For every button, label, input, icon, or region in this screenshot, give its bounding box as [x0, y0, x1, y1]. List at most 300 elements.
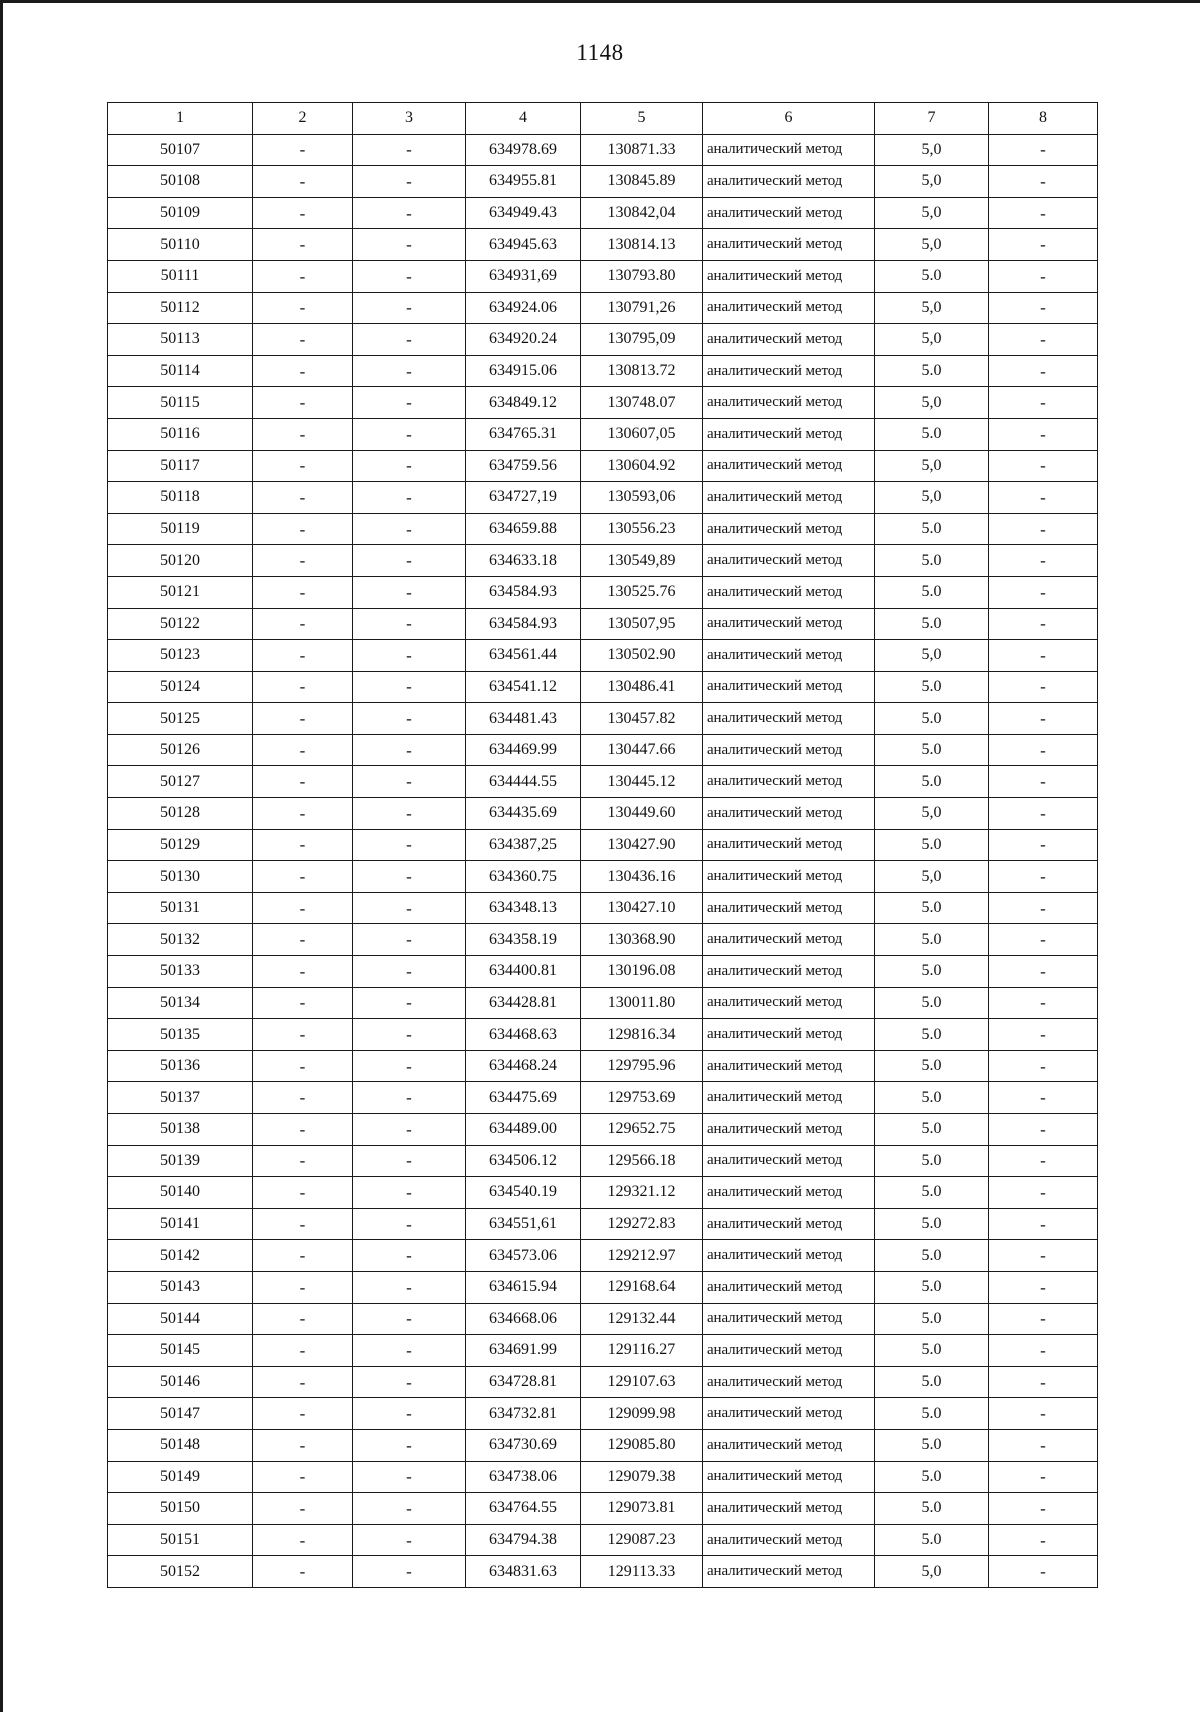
col8-cell: - — [989, 1019, 1098, 1051]
accuracy-cell: 5.0 — [875, 260, 989, 292]
table-row — [108, 418, 1098, 450]
method-cell: аналитический метод — [703, 1050, 875, 1082]
y-coordinate-cell: 130436.16 — [581, 861, 703, 893]
method-cell: аналитический метод — [703, 640, 875, 672]
method-cell: аналитический метод — [703, 734, 875, 766]
accuracy-cell: 5.0 — [875, 1208, 989, 1240]
y-coordinate-cell: 129087.23 — [581, 1524, 703, 1556]
method-cell: аналитический метод — [703, 608, 875, 640]
col2-cell: - — [253, 892, 353, 924]
point-number-cell: 50122 — [108, 608, 253, 640]
table-row — [108, 134, 1098, 166]
y-coordinate-cell: 129168.64 — [581, 1271, 703, 1303]
col3-cell: - — [353, 892, 466, 924]
accuracy-cell: 5.0 — [875, 355, 989, 387]
x-coordinate-cell: 634920.24 — [466, 324, 581, 356]
method-cell: аналитический метод — [703, 956, 875, 988]
col3-cell: - — [353, 1461, 466, 1493]
col3-cell: - — [353, 1019, 466, 1051]
col8-cell: - — [989, 671, 1098, 703]
col3-cell: - — [353, 987, 466, 1019]
table-row — [108, 608, 1098, 640]
method-cell: аналитический метод — [703, 1461, 875, 1493]
point-number-cell: 50135 — [108, 1019, 253, 1051]
col8-cell: - — [989, 1114, 1098, 1146]
method-cell: аналитический метод — [703, 292, 875, 324]
accuracy-cell: 5,0 — [875, 387, 989, 419]
accuracy-cell: 5.0 — [875, 545, 989, 577]
col3-cell: - — [353, 1493, 466, 1525]
point-number-cell: 50109 — [108, 197, 253, 229]
accuracy-cell: 5,0 — [875, 640, 989, 672]
point-number-cell: 50129 — [108, 829, 253, 861]
col2-cell: - — [253, 418, 353, 450]
point-number-cell: 50139 — [108, 1145, 253, 1177]
method-cell: аналитический метод — [703, 324, 875, 356]
table-row — [108, 861, 1098, 893]
x-coordinate-cell: 634400.81 — [466, 956, 581, 988]
col3-cell: - — [353, 387, 466, 419]
x-coordinate-cell: 634730.69 — [466, 1429, 581, 1461]
col8-cell: - — [989, 1271, 1098, 1303]
col2-cell: - — [253, 1429, 353, 1461]
col3-cell: - — [353, 671, 466, 703]
x-coordinate-cell: 634728.81 — [466, 1366, 581, 1398]
col8-cell: - — [989, 355, 1098, 387]
x-coordinate-cell: 634945.63 — [466, 229, 581, 261]
col8-cell: - — [989, 798, 1098, 830]
col8-cell: - — [989, 418, 1098, 450]
col2-cell: - — [253, 861, 353, 893]
y-coordinate-cell: 130607,05 — [581, 418, 703, 450]
accuracy-cell: 5,0 — [875, 229, 989, 261]
y-coordinate-cell: 129321.12 — [581, 1177, 703, 1209]
table-row — [108, 766, 1098, 798]
table-row — [108, 703, 1098, 735]
x-coordinate-cell: 634468.24 — [466, 1050, 581, 1082]
method-cell: аналитический метод — [703, 924, 875, 956]
x-coordinate-cell: 634849.12 — [466, 387, 581, 419]
col2-cell: - — [253, 1461, 353, 1493]
col3-cell: - — [353, 134, 466, 166]
accuracy-cell: 5.0 — [875, 924, 989, 956]
method-cell: аналитический метод — [703, 703, 875, 735]
col2-cell: - — [253, 292, 353, 324]
accuracy-cell: 5.0 — [875, 1398, 989, 1430]
table-row — [108, 1303, 1098, 1335]
col2-cell: - — [253, 1019, 353, 1051]
accuracy-cell: 5.0 — [875, 1461, 989, 1493]
x-coordinate-cell: 634738.06 — [466, 1461, 581, 1493]
point-number-cell: 50110 — [108, 229, 253, 261]
point-number-cell: 50118 — [108, 482, 253, 514]
table-row — [108, 1019, 1098, 1051]
x-coordinate-cell: 634551,61 — [466, 1208, 581, 1240]
y-coordinate-cell: 130604.92 — [581, 450, 703, 482]
accuracy-cell: 5.0 — [875, 1050, 989, 1082]
accuracy-cell: 5.0 — [875, 956, 989, 988]
accuracy-cell: 5.0 — [875, 576, 989, 608]
y-coordinate-cell: 130842,04 — [581, 197, 703, 229]
table-row — [108, 1493, 1098, 1525]
method-cell: аналитический метод — [703, 892, 875, 924]
y-coordinate-cell: 130795,09 — [581, 324, 703, 356]
x-coordinate-cell: 634978.69 — [466, 134, 581, 166]
col8-cell: - — [989, 1208, 1098, 1240]
table-row — [108, 798, 1098, 830]
y-coordinate-cell: 130791,26 — [581, 292, 703, 324]
x-coordinate-cell: 634506.12 — [466, 1145, 581, 1177]
page-top-border — [0, 0, 1200, 3]
method-cell: аналитический метод — [703, 513, 875, 545]
col2-cell: - — [253, 260, 353, 292]
accuracy-cell: 5.0 — [875, 1366, 989, 1398]
table-row — [108, 355, 1098, 387]
page-left-border — [0, 0, 3, 1712]
table-row — [108, 1429, 1098, 1461]
y-coordinate-cell: 130814.13 — [581, 229, 703, 261]
col8-cell: - — [989, 229, 1098, 261]
accuracy-cell: 5.0 — [875, 1114, 989, 1146]
accuracy-cell: 5.0 — [875, 734, 989, 766]
point-number-cell: 50146 — [108, 1366, 253, 1398]
col3-cell: - — [353, 1114, 466, 1146]
table-row — [108, 1145, 1098, 1177]
col3-cell: - — [353, 166, 466, 198]
x-coordinate-cell: 634435.69 — [466, 798, 581, 830]
x-coordinate-cell: 634764.55 — [466, 1493, 581, 1525]
col8-cell: - — [989, 1398, 1098, 1430]
table-row — [108, 829, 1098, 861]
accuracy-cell: 5.0 — [875, 1145, 989, 1177]
method-cell: аналитический метод — [703, 1366, 875, 1398]
point-number-cell: 50107 — [108, 134, 253, 166]
table-row — [108, 1366, 1098, 1398]
table-row — [108, 1114, 1098, 1146]
col2-cell: - — [253, 1556, 353, 1588]
accuracy-cell: 5.0 — [875, 1524, 989, 1556]
col3-cell: - — [353, 703, 466, 735]
x-coordinate-cell: 634540.19 — [466, 1177, 581, 1209]
col2-cell: - — [253, 1082, 353, 1114]
x-coordinate-cell: 634475.69 — [466, 1082, 581, 1114]
col2-cell: - — [253, 1240, 353, 1272]
accuracy-cell: 5.0 — [875, 418, 989, 450]
point-number-cell: 50132 — [108, 924, 253, 956]
col2-cell: - — [253, 513, 353, 545]
col2-cell: - — [253, 798, 353, 830]
x-coordinate-cell: 634541.12 — [466, 671, 581, 703]
point-number-cell: 50112 — [108, 292, 253, 324]
y-coordinate-cell: 130793.80 — [581, 260, 703, 292]
x-coordinate-cell: 634481.43 — [466, 703, 581, 735]
col3-cell: - — [353, 956, 466, 988]
col8-cell: - — [989, 1240, 1098, 1272]
col2-cell: - — [253, 1398, 353, 1430]
coordinates-table — [107, 102, 1098, 1588]
table-row — [108, 1335, 1098, 1367]
accuracy-cell: 5,0 — [875, 324, 989, 356]
y-coordinate-cell: 129073.81 — [581, 1493, 703, 1525]
col2-cell: - — [253, 1050, 353, 1082]
col3-cell: - — [353, 1082, 466, 1114]
method-cell: аналитический метод — [703, 450, 875, 482]
y-coordinate-cell: 129272.83 — [581, 1208, 703, 1240]
y-coordinate-cell: 129753.69 — [581, 1082, 703, 1114]
point-number-cell: 50147 — [108, 1398, 253, 1430]
col2-cell: - — [253, 1145, 353, 1177]
accuracy-cell: 5.0 — [875, 1240, 989, 1272]
method-cell: аналитический метод — [703, 1177, 875, 1209]
point-number-cell: 50140 — [108, 1177, 253, 1209]
accuracy-cell: 5,0 — [875, 482, 989, 514]
table-row — [108, 1271, 1098, 1303]
col3-cell: - — [353, 1271, 466, 1303]
col2-cell: - — [253, 1335, 353, 1367]
table-row — [108, 956, 1098, 988]
y-coordinate-cell: 130556.23 — [581, 513, 703, 545]
method-cell: аналитический метод — [703, 197, 875, 229]
col3-cell: - — [353, 1240, 466, 1272]
method-cell: аналитический метод — [703, 545, 875, 577]
col2-cell: - — [253, 166, 353, 198]
point-number-cell: 50127 — [108, 766, 253, 798]
point-number-cell: 50116 — [108, 418, 253, 450]
accuracy-cell: 5.0 — [875, 1082, 989, 1114]
point-number-cell: 50125 — [108, 703, 253, 735]
column-header: 4 — [466, 103, 581, 135]
table-row — [108, 545, 1098, 577]
column-header: 7 — [875, 103, 989, 135]
table-row — [108, 1240, 1098, 1272]
col3-cell: - — [353, 829, 466, 861]
col3-cell: - — [353, 798, 466, 830]
x-coordinate-cell: 634765.31 — [466, 418, 581, 450]
col8-cell: - — [989, 1145, 1098, 1177]
y-coordinate-cell: 130011.80 — [581, 987, 703, 1019]
col2-cell: - — [253, 1303, 353, 1335]
y-coordinate-cell: 130427.10 — [581, 892, 703, 924]
column-header: 2 — [253, 103, 353, 135]
point-number-cell: 50111 — [108, 260, 253, 292]
col2-cell: - — [253, 987, 353, 1019]
column-header: 5 — [581, 103, 703, 135]
col3-cell: - — [353, 1398, 466, 1430]
y-coordinate-cell: 130845.89 — [581, 166, 703, 198]
col8-cell: - — [989, 292, 1098, 324]
table-row — [108, 1461, 1098, 1493]
col8-cell: - — [989, 956, 1098, 988]
col3-cell: - — [353, 545, 466, 577]
col8-cell: - — [989, 545, 1098, 577]
method-cell: аналитический метод — [703, 1082, 875, 1114]
y-coordinate-cell: 130593,06 — [581, 482, 703, 514]
point-number-cell: 50128 — [108, 798, 253, 830]
col2-cell: - — [253, 229, 353, 261]
table-row — [108, 450, 1098, 482]
col8-cell: - — [989, 197, 1098, 229]
col3-cell: - — [353, 324, 466, 356]
col3-cell: - — [353, 482, 466, 514]
col8-cell: - — [989, 987, 1098, 1019]
y-coordinate-cell: 129795.96 — [581, 1050, 703, 1082]
point-number-cell: 50124 — [108, 671, 253, 703]
accuracy-cell: 5,0 — [875, 197, 989, 229]
point-number-cell: 50108 — [108, 166, 253, 198]
table-row — [108, 482, 1098, 514]
y-coordinate-cell: 130447.66 — [581, 734, 703, 766]
method-cell: аналитический метод — [703, 1145, 875, 1177]
col8-cell: - — [989, 924, 1098, 956]
col8-cell: - — [989, 1082, 1098, 1114]
col2-cell: - — [253, 197, 353, 229]
x-coordinate-cell: 634358.19 — [466, 924, 581, 956]
col8-cell: - — [989, 1556, 1098, 1588]
col3-cell: - — [353, 1145, 466, 1177]
table-row — [108, 1082, 1098, 1114]
col3-cell: - — [353, 1366, 466, 1398]
y-coordinate-cell: 130368.90 — [581, 924, 703, 956]
col3-cell: - — [353, 292, 466, 324]
point-number-cell: 50138 — [108, 1114, 253, 1146]
point-number-cell: 50121 — [108, 576, 253, 608]
point-number-cell: 50149 — [108, 1461, 253, 1493]
point-number-cell: 50134 — [108, 987, 253, 1019]
method-cell: аналитический метод — [703, 166, 875, 198]
point-number-cell: 50131 — [108, 892, 253, 924]
y-coordinate-cell: 130549,89 — [581, 545, 703, 577]
y-coordinate-cell: 129113.33 — [581, 1556, 703, 1588]
col3-cell: - — [353, 1050, 466, 1082]
method-cell: аналитический метод — [703, 229, 875, 261]
x-coordinate-cell: 634428.81 — [466, 987, 581, 1019]
table-row — [108, 292, 1098, 324]
table-row — [108, 387, 1098, 419]
col8-cell: - — [989, 134, 1098, 166]
y-coordinate-cell: 129107.63 — [581, 1366, 703, 1398]
col8-cell: - — [989, 1461, 1098, 1493]
point-number-cell: 50119 — [108, 513, 253, 545]
col3-cell: - — [353, 924, 466, 956]
x-coordinate-cell: 634794.38 — [466, 1524, 581, 1556]
y-coordinate-cell: 130196.08 — [581, 956, 703, 988]
table-row — [108, 892, 1098, 924]
table-row — [108, 1208, 1098, 1240]
col2-cell: - — [253, 924, 353, 956]
y-coordinate-cell: 130486.41 — [581, 671, 703, 703]
table-row — [108, 576, 1098, 608]
col2-cell: - — [253, 576, 353, 608]
col2-cell: - — [253, 1208, 353, 1240]
table-row — [108, 513, 1098, 545]
x-coordinate-cell: 634691.99 — [466, 1335, 581, 1367]
accuracy-cell: 5.0 — [875, 1271, 989, 1303]
col8-cell: - — [989, 640, 1098, 672]
col2-cell: - — [253, 134, 353, 166]
x-coordinate-cell: 634573.06 — [466, 1240, 581, 1272]
y-coordinate-cell: 130525.76 — [581, 576, 703, 608]
accuracy-cell: 5,0 — [875, 861, 989, 893]
y-coordinate-cell: 129212.97 — [581, 1240, 703, 1272]
table-row — [108, 197, 1098, 229]
accuracy-cell: 5.0 — [875, 1177, 989, 1209]
y-coordinate-cell: 130748.07 — [581, 387, 703, 419]
column-header: 1 — [108, 103, 253, 135]
col8-cell: - — [989, 766, 1098, 798]
col8-cell: - — [989, 703, 1098, 735]
col2-cell: - — [253, 387, 353, 419]
x-coordinate-cell: 634387,25 — [466, 829, 581, 861]
accuracy-cell: 5.0 — [875, 608, 989, 640]
col8-cell: - — [989, 324, 1098, 356]
table-row — [108, 640, 1098, 672]
method-cell: аналитический метод — [703, 1208, 875, 1240]
accuracy-cell: 5,0 — [875, 1556, 989, 1588]
col8-cell: - — [989, 892, 1098, 924]
col3-cell: - — [353, 861, 466, 893]
x-coordinate-cell: 634915.06 — [466, 355, 581, 387]
accuracy-cell: 5,0 — [875, 292, 989, 324]
method-cell: аналитический метод — [703, 1114, 875, 1146]
y-coordinate-cell: 130502.90 — [581, 640, 703, 672]
accuracy-cell: 5.0 — [875, 766, 989, 798]
col3-cell: - — [353, 576, 466, 608]
col2-cell: - — [253, 1366, 353, 1398]
col2-cell: - — [253, 1271, 353, 1303]
col8-cell: - — [989, 576, 1098, 608]
method-cell: аналитический метод — [703, 1019, 875, 1051]
col8-cell: - — [989, 1335, 1098, 1367]
accuracy-cell: 5.0 — [875, 1019, 989, 1051]
method-cell: аналитический метод — [703, 861, 875, 893]
point-number-cell: 50114 — [108, 355, 253, 387]
col8-cell: - — [989, 1366, 1098, 1398]
y-coordinate-cell: 130457.82 — [581, 703, 703, 735]
accuracy-cell: 5.0 — [875, 1303, 989, 1335]
point-number-cell: 50113 — [108, 324, 253, 356]
column-header: 6 — [703, 103, 875, 135]
col8-cell: - — [989, 1524, 1098, 1556]
col8-cell: - — [989, 482, 1098, 514]
y-coordinate-cell: 130449.60 — [581, 798, 703, 830]
col8-cell: - — [989, 861, 1098, 893]
col8-cell: - — [989, 1303, 1098, 1335]
table-row — [108, 324, 1098, 356]
col3-cell: - — [353, 229, 466, 261]
method-cell: аналитический метод — [703, 1493, 875, 1525]
accuracy-cell: 5.0 — [875, 703, 989, 735]
method-cell: аналитический метод — [703, 1335, 875, 1367]
col2-cell: - — [253, 1114, 353, 1146]
method-cell: аналитический метод — [703, 671, 875, 703]
table-row — [108, 1050, 1098, 1082]
point-number-cell: 50152 — [108, 1556, 253, 1588]
point-number-cell: 50142 — [108, 1240, 253, 1272]
method-cell: аналитический метод — [703, 387, 875, 419]
table-row — [108, 1398, 1098, 1430]
y-coordinate-cell: 129099.98 — [581, 1398, 703, 1430]
col2-cell: - — [253, 640, 353, 672]
col3-cell: - — [353, 734, 466, 766]
col2-cell: - — [253, 324, 353, 356]
col3-cell: - — [353, 1335, 466, 1367]
col2-cell: - — [253, 482, 353, 514]
method-cell: аналитический метод — [703, 355, 875, 387]
method-cell: аналитический метод — [703, 1429, 875, 1461]
y-coordinate-cell: 129079.38 — [581, 1461, 703, 1493]
col2-cell: - — [253, 766, 353, 798]
method-cell: аналитический метод — [703, 798, 875, 830]
